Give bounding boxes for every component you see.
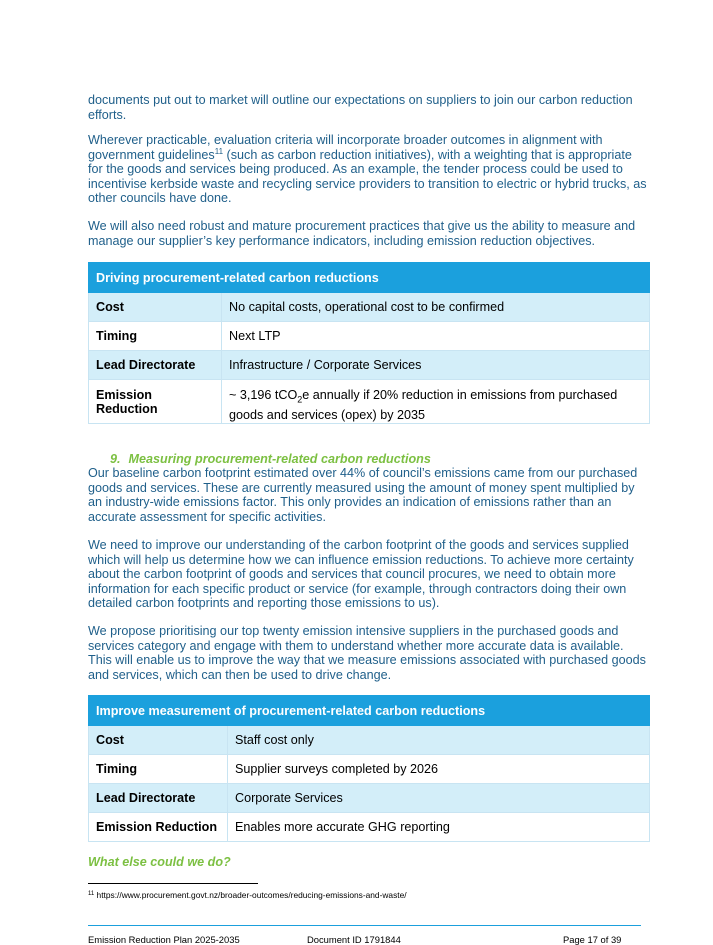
paragraph-1: documents put out to market will outline our expectations on suppliers to join our carbon reduction efforts. [88, 93, 633, 122]
driving-reductions-table [88, 262, 650, 424]
paragraph-2-text-a: Wherever practicable, evaluation criteria will incorporate broader outcomes in alignment with government guidelines [88, 133, 603, 162]
table-row [89, 322, 650, 351]
table-title: Improve measurement of procurement-related carbon reductions [89, 696, 650, 726]
row-value: Supplier surveys completed by 2026 [228, 755, 650, 784]
row-value: Corporate Services [228, 784, 650, 813]
table-row [89, 293, 650, 322]
footnote-link[interactable]: https://www.procurement.govt.nz/broader-outcomes/reducing-emissions-and-waste/ [94, 890, 407, 900]
footnote [88, 890, 407, 900]
section-number: 9. [110, 452, 121, 466]
footer-divider [88, 925, 641, 926]
row-value: No capital costs, operational cost to be confirmed [222, 293, 650, 322]
row-label: Emission Reduction [89, 813, 228, 842]
row-label: Lead Directorate [89, 784, 228, 813]
row-label: Cost [89, 726, 228, 755]
row-value: Infrastructure / Corporate Services [222, 351, 650, 380]
paragraph-4: Our baseline carbon footprint estimated over 44% of council’s emissions came from our purchased goods and services. These are currently measured using the amount of money spent multiplied by an industry-wide emissions factor. This only provides an indication of emissions rather than an accurate assessment for specific activities. [88, 466, 638, 524]
row-label: Lead Directorate [89, 351, 222, 380]
footnote-reference[interactable]: 11 [214, 146, 224, 156]
table-row [89, 755, 650, 784]
footnote-divider [88, 883, 258, 884]
footnote-number: 11 [88, 891, 95, 897]
emission-subscript: 2 [297, 394, 303, 405]
row-label: Timing [89, 322, 222, 351]
row-label: Cost [89, 293, 222, 322]
paragraph-6: We propose prioritising our top twenty emission intensive suppliers in the purchased goods and services category and engage with them to understand whether more accurate data is available. This will enable us to improve the way that we measure emissions associated with purchased goods and services, which can then be used to drive change. [88, 624, 646, 682]
table-row [89, 813, 650, 842]
table-title: Driving procurement-related carbon reductions [89, 263, 650, 293]
paragraph-2 [88, 133, 650, 206]
emission-value-b: e annually if 20% reduction in emissions from purchased goods and services (opex) by 2035 [229, 388, 618, 422]
row-value: Next LTP [222, 322, 650, 351]
improve-measurement-table [88, 695, 650, 842]
footer-document-id: Document ID 1791844 [307, 934, 401, 945]
what-else-heading: What else could we do? [88, 855, 231, 869]
section-heading [110, 452, 431, 466]
emission-value-a: ~ 3,196 tCO [229, 388, 298, 402]
row-label: Timing [89, 755, 228, 784]
paragraph-2-text-b: (such as carbon reduction initiatives), with a weighting that is appropriate for the goods and services being produced. As an example, the tender process could be used to incentivise kerbside waste and recycling service providers to transition to electric or hybrid trucks, as other councils have done. [88, 147, 647, 206]
footer-document-title: Emission Reduction Plan 2025-2035 [88, 934, 240, 945]
section-title: Measuring procurement-related carbon reductions [128, 452, 431, 466]
paragraph-5: We need to improve our understanding of the carbon footprint of the goods and services supplied which will help us determine how we can influence emission reductions. To achieve more certainty about the carbon footprint of goods and services that council procures, we need to obtain more information for each specific product or service (for example, through contractors doing their own detailed carbon footprints and reporting those emissions to us). [88, 538, 634, 611]
table-row [89, 784, 650, 813]
paragraph-3: We will also need robust and mature procurement practices that give us the ability to measure and manage our supplier’s key performance indicators, including emission reduction objectives. [88, 219, 636, 248]
table-row [89, 380, 650, 424]
table-row [89, 351, 650, 380]
footer-page-number: Page 17 of 39 [563, 934, 622, 945]
row-label: Emission Reduction [89, 380, 222, 424]
row-value: Staff cost only [228, 726, 650, 755]
table-row [89, 726, 650, 755]
row-value [222, 380, 650, 424]
row-value: Enables more accurate GHG reporting [228, 813, 650, 842]
